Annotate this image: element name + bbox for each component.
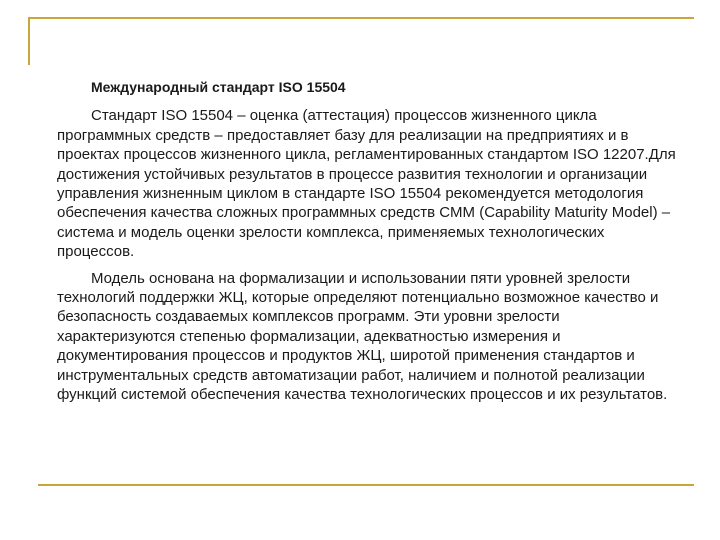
- frame-top-line: [28, 17, 694, 19]
- paragraph-maturity-model: Модель основана на формализации и использовании пяти уровней зрелости технологий поддержки ЖЦ, которые определяют потенциально возможное качество и безопасность создаваемых комплексов программ. Эти уровни зрелости характеризуются степенью формализации, адекватностью измерения и документирования процессов и продуктов ЖЦ, широтой применения стандартов и инструментальных средств автоматизации работ, наличием и полнотой реализации функций системой обеспечения качества технологических процессов и их результатов.: [57, 269, 668, 404]
- frame-left-line: [28, 17, 30, 65]
- slide-heading: Международный стандарт ISO 15504: [91, 79, 346, 95]
- paragraph-iso-15504: Стандарт ISO 15504 – оценка (аттестация) процессов жизненного цикла программных средств – предоставляет базу для реализации на предприятиях и в проектах процессов жизненного цикла, регламентированных стандартом ISO 12207.Для достижения устойчивых результатов в процессе развития технологии и организации управления жизненным циклом в стандарте ISO 15504 рекомендуется методология обеспечения качества сложных программных средств CMM (Capability Maturity Model) – система и модель оценки зрелости комплекса, применяемых технологических процессов.: [57, 107, 676, 261]
- frame-bottom-line: [38, 484, 694, 486]
- slide-content: [57, 78, 681, 412]
